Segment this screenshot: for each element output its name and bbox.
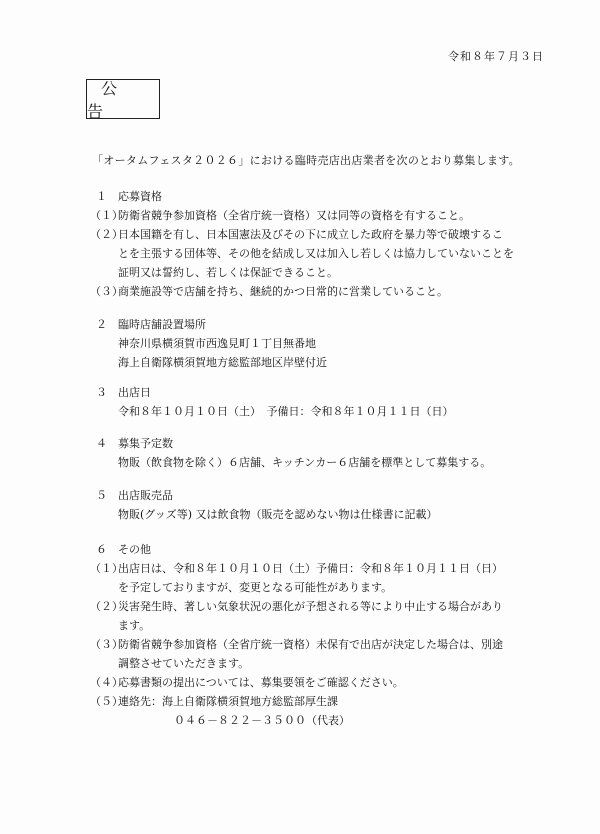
section-title: その他: [118, 543, 151, 556]
list-item-continuation: とを主張する団体等、その他を結成し又は加入し若しくは協力していないことを: [118, 247, 514, 260]
section-products: [96, 486, 438, 524]
list-item: （３）商業施設等で店舗を持ち、継続的かつ日常的に営業していること。: [90, 285, 448, 298]
products-line: 物販(グッズ等) 又は飲食物（販売を認めない物は仕様書に記載）: [118, 508, 438, 521]
list-item-continuation: を予定しておりますが、変更となる可能性があります。: [118, 581, 393, 594]
section-number: ６: [96, 543, 107, 556]
list-item-continuation: ます。: [118, 619, 151, 632]
list-item: （２）日本国籍を有し、日本国憲法及びその下に成立した政府を暴力等で破壊するこ: [90, 228, 503, 241]
section-number: ５: [96, 489, 107, 502]
section-title: 出店販売品: [118, 489, 173, 502]
list-item-continuation: 証明又は誓約し、若しくは保証できること。: [118, 266, 338, 279]
section-title: 出店日: [118, 386, 151, 399]
notice-title: 公告: [87, 79, 132, 121]
list-item: （１）防衛省競争参加資格（全省庁統一資格）又は同等の資格を有すること。: [90, 209, 470, 222]
document-date: 令和８年７月３日: [448, 50, 544, 63]
section-number: ２: [96, 318, 107, 331]
section-title: 募集予定数: [118, 437, 173, 450]
date-line: 令和８年１０月１０日（土） 予備日：令和８年１０月１１日（日）: [118, 405, 454, 418]
section-eligibility: [90, 187, 514, 301]
section-quota: [96, 434, 491, 472]
section-title: 臨時店舗設置場所: [118, 318, 206, 331]
section-number: ４: [96, 437, 107, 450]
section-other: [90, 540, 503, 730]
section-dates: [96, 383, 454, 421]
location-line: 神奈川県横須賀市西逸見町１丁目無番地: [118, 337, 316, 350]
section-number: １: [96, 190, 107, 203]
section-location: [96, 315, 327, 372]
list-item: （１）出店日は、令和８年１０月１０日（土）予備日：令和８年１０月１１日（日）: [90, 562, 503, 575]
list-item: （５）連絡先：海上自衛隊横須賀地方総監部厚生課: [90, 695, 338, 708]
section-number: ３: [96, 386, 107, 399]
list-item: （４）応募書類の提出については、募集要領をご確認ください。: [90, 676, 404, 689]
location-line: 海上自衛隊横須賀地方総監部地区岸壁付近: [118, 356, 327, 369]
intro-text: 「オータムフェスタ２０２６」における臨時売店出店業者を次のとおり募集します。: [92, 154, 520, 167]
contact-phone: ０４６－８２２－３５００（代表）: [174, 714, 350, 727]
quota-line: 物販（飲食物を除く）６店舗、キッチンカー６店舗を標準として募集する。: [118, 456, 492, 469]
section-title: 応募資格: [118, 190, 162, 203]
list-item: （３）防衛省競争参加資格（全省庁統一資格）未保有で出店が決定した場合は、別途: [90, 638, 503, 651]
list-item: （２）災害発生時、著しい気象状況の悪化が予想される等により中止する場合があり: [90, 600, 503, 613]
notice-title-box: [86, 79, 160, 119]
list-item-continuation: 調整させていただきます。: [118, 657, 250, 670]
